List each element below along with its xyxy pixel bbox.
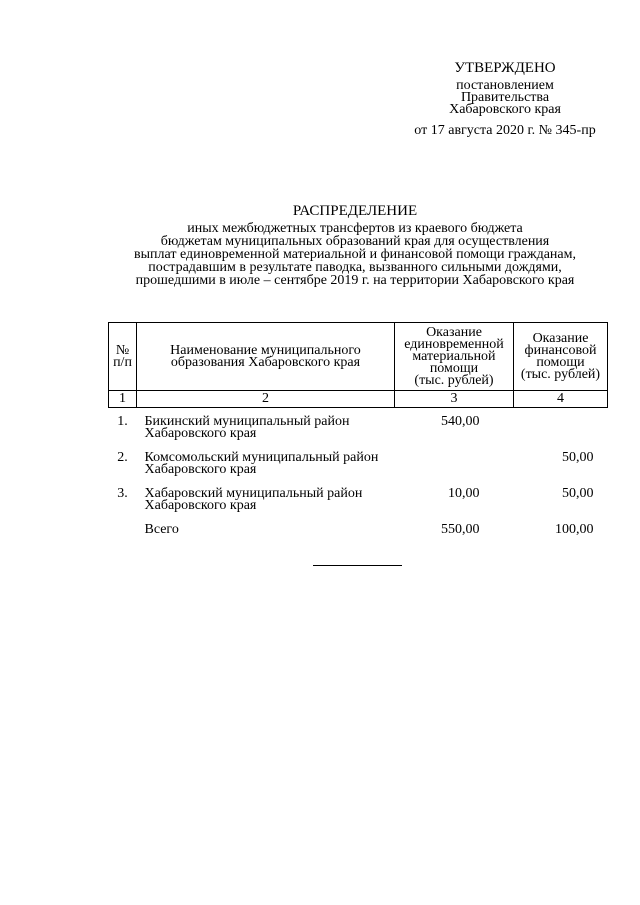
document-subtitle-line-5: прошедшими в июле – сентябре 2019 г. на территории Хабаровского края [135,273,575,288]
column-number-row [109,391,608,408]
document-title: РАСПРЕДЕЛЕНИЕ [292,203,418,219]
table-row [109,488,608,524]
table-row [109,452,608,488]
row-number: 1. [117,414,128,429]
total-number [109,524,137,536]
row-name-line: Бикинский муниципальный район [144,414,350,429]
header-name-line: образования Хабаровского края [170,354,361,370]
row-material-value: 540,00 [441,414,480,429]
row-financial-value: 50,00 [562,486,594,501]
distribution-table [108,322,608,536]
approval-title: УТВЕРЖДЕНО [454,60,556,76]
row-name-line: Комсомольский муниципальный район [144,450,379,465]
row-name-line: Хабаровский муниципальный район [144,486,363,501]
document-subtitle-line-3: выплат единовременной материальной и финансовой помощи гражданам, [134,247,576,262]
header-name [137,323,395,391]
row-name [137,488,395,524]
header-num [109,323,137,391]
total-material-value: 550,00 [441,522,480,537]
total-financial-value: 100,00 [555,522,594,537]
header-material-line: единовременной [404,336,504,352]
header-num-line: № [115,342,130,358]
header-financial-line: (тыс. рублей) [520,366,601,382]
row-name-line: Хабаровского края [144,498,257,513]
header-num-line: п/п [113,354,132,370]
total-row [109,524,608,536]
header-financial-line: помощи [536,354,585,370]
column-number: 4 [514,391,608,408]
header-material-line: (тыс. рублей) [414,372,494,388]
table-header-row [109,323,608,391]
row-name [137,408,395,453]
document-subtitle-line-2: бюджетам муниципальных образований края для осуществления [160,234,550,249]
header-financial-aid [514,323,608,391]
row-name-line: Хабаровского края [144,426,257,441]
total-label: Всего [144,522,179,537]
end-separator-line [313,565,402,566]
document-heading [100,202,610,287]
header-financial-line: финансовой [524,342,597,358]
document-subtitle-line-4: пострадавшим в результате паводка, вызванного сильными дождями, [148,260,562,275]
header-financial-line: Оказание [532,330,589,346]
approval-date: от 17 августа 2020 г. № 345-пр [414,123,596,138]
approval-line-1: постановлением [456,78,554,93]
header-material-line: Оказание [426,324,482,340]
row-number: 2. [117,450,128,465]
column-number: 1 [109,391,137,408]
header-material-aid [395,323,514,391]
row-financial-value: 50,00 [562,450,594,465]
header-material-line: помощи [429,360,479,376]
table-row [109,408,608,453]
document-subtitle-line-1: иных межбюджетных трансфертов из краевого бюджета [187,221,523,236]
row-name [137,452,395,488]
header-name-line: Наименование муниципального [170,342,361,358]
approval-line-3: Хабаровского края [449,102,561,117]
column-number: 2 [137,391,395,408]
row-financial-value [514,408,608,453]
row-name-line: Хабаровского края [144,462,257,477]
row-material-value: 10,00 [448,486,480,501]
row-number: 3. [117,486,128,501]
header-material-line: материальной [412,348,496,364]
approval-line-2: Правительства [460,90,550,105]
row-material-value [395,452,514,488]
column-number: 3 [395,391,514,408]
approval-block [395,60,615,137]
